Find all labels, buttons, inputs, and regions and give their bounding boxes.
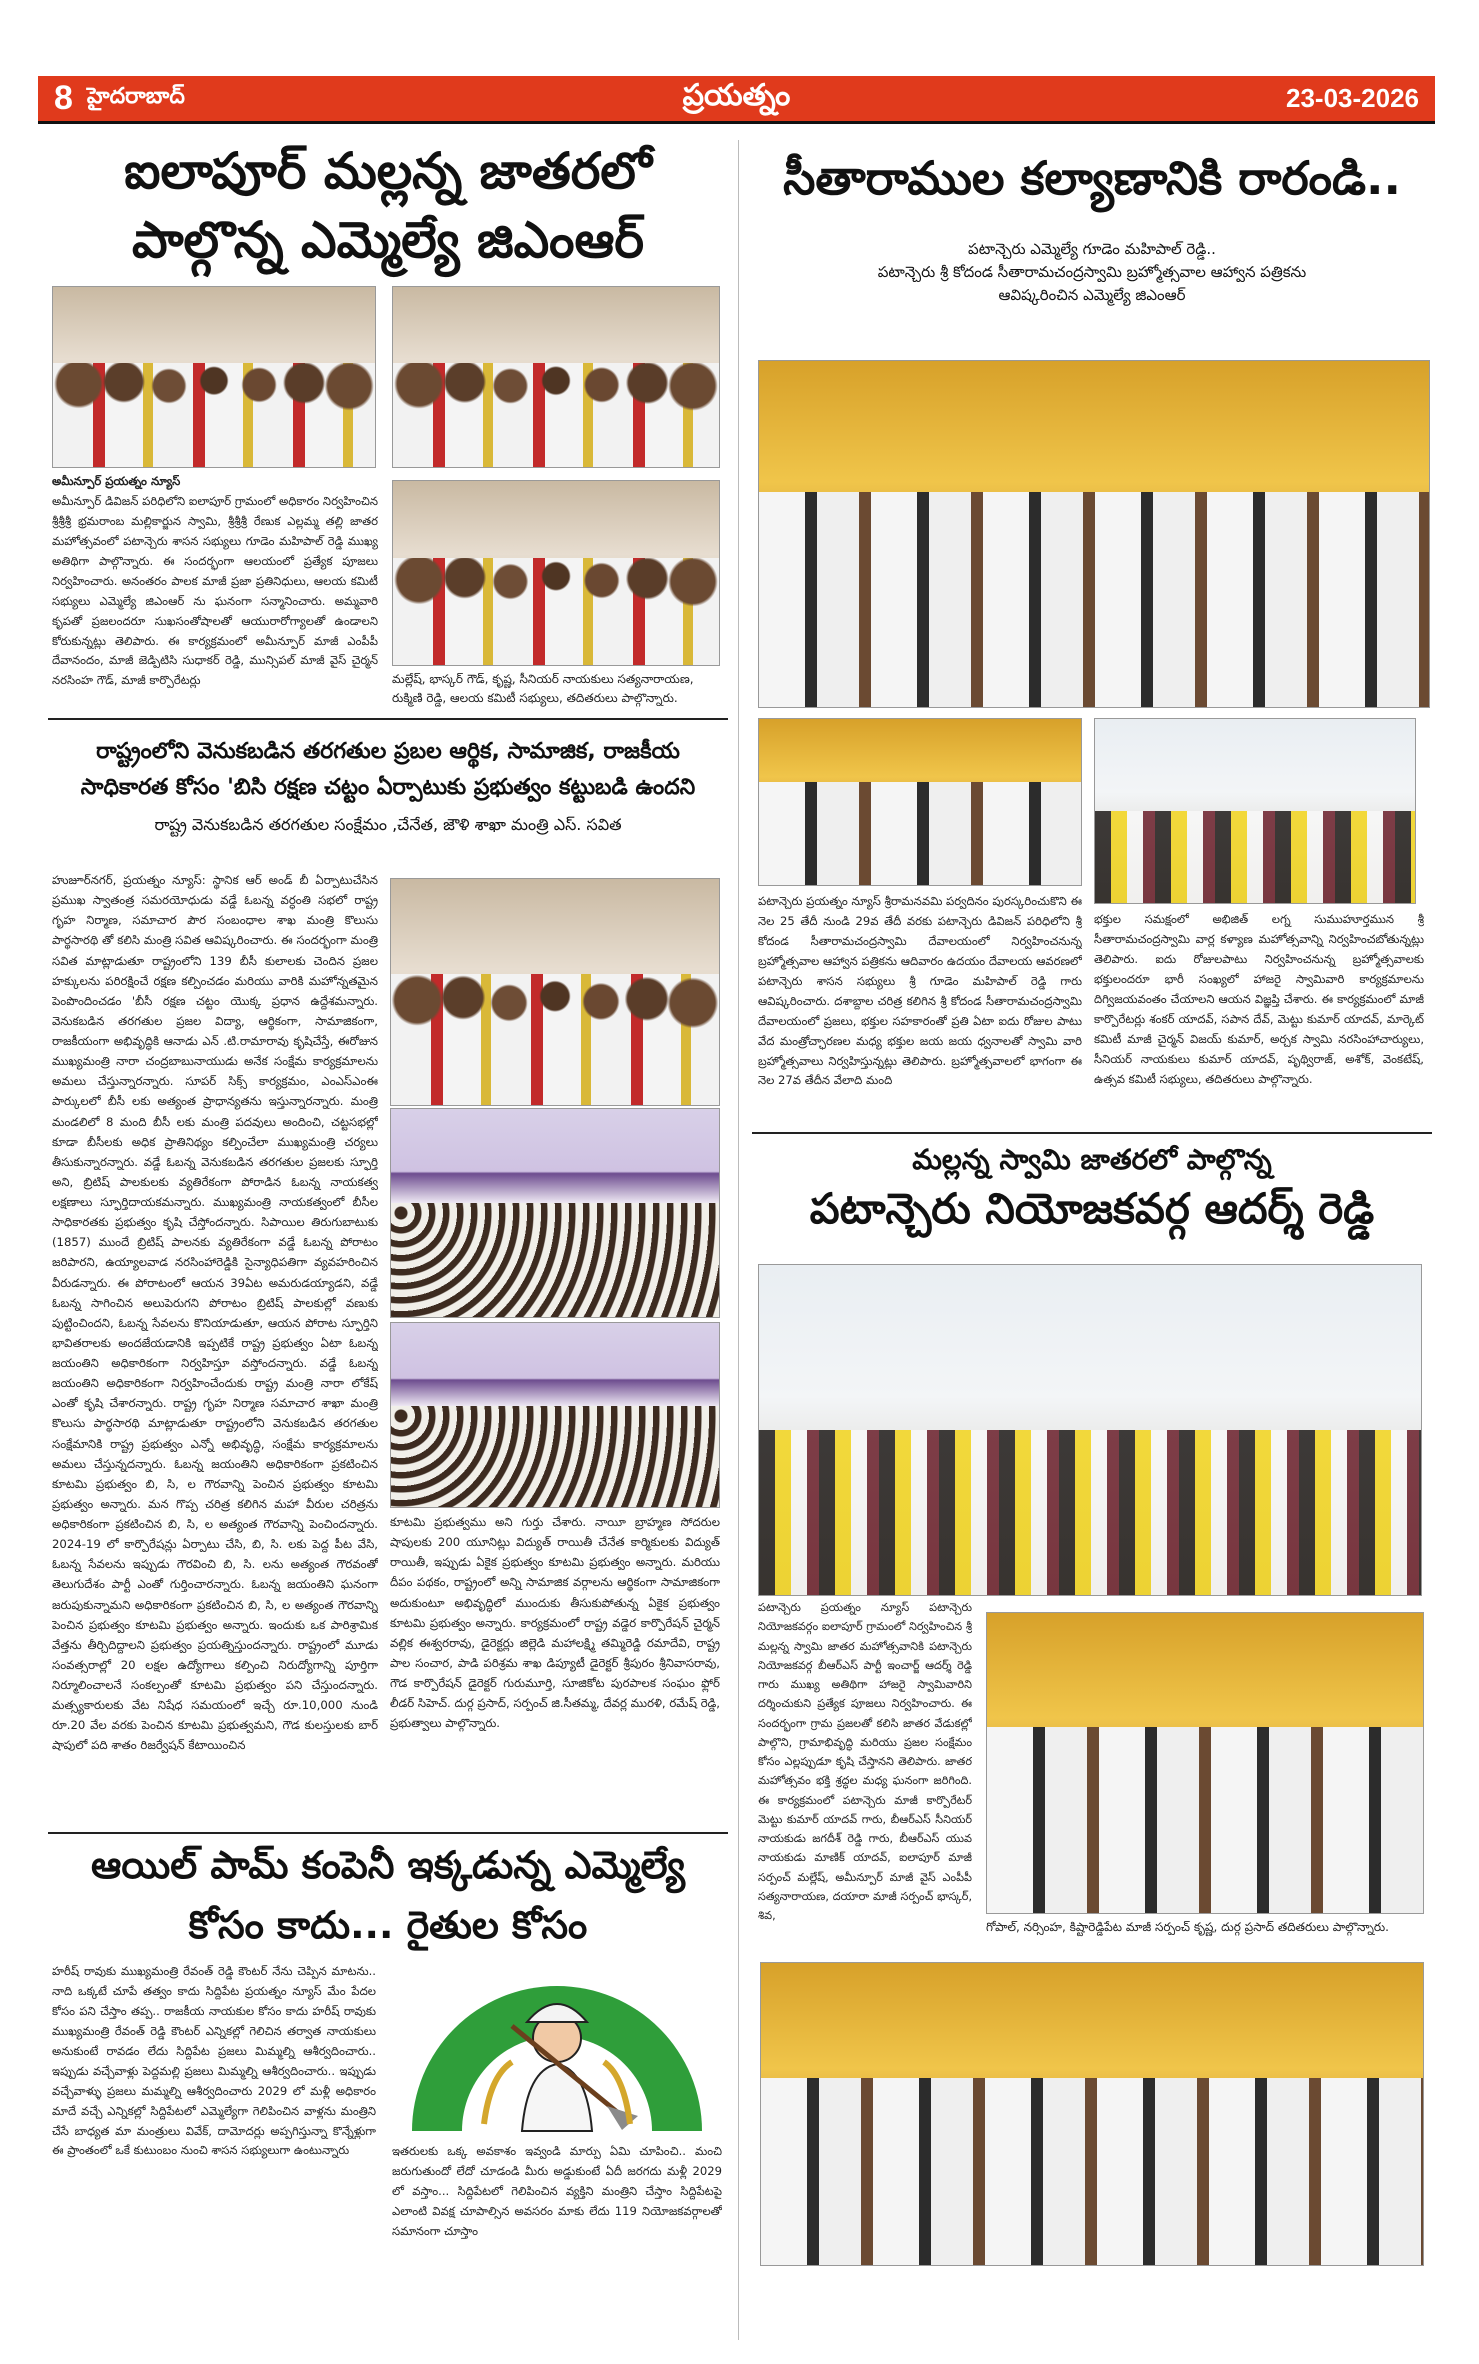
story3-body-left: హుజూర్‌నగర్, ప్రయత్నం న్యూస్: స్థానిక ఆర్ అండ్ బీ ఏర్పాటుచేసిన ప్రముఖ స్వాతంత్ర సమరయోధుడు వడ్డే ఓబన్న వర్ధంతి సభలో రాష్ట్ర గృహ నిర్మాణ, సమాచార పౌర సంబంధాల శాఖ మంత్రి కొలుసు పార్థసారథి తో కలిసి మంత్రి సవిత ఆవిష్కరించారు. ఈ సందర్భంగా మంత్రి సవిత మాట్లాడుతూ రాష్ట్రంలోని 139 బీసీ కులాలకు చెందిన ప్రజల హక్కులను పరిరక్షించే రక్షణ కల్పించడం మరియు వారికి మహోన్నతమైన పెంపొందించడం 'బీసీ రక్షణ చట్టం యొక్క ప్రధాన ఉద్దేశమన్నారు. వెనుకబడిన తరగతుల ప్రజల విద్యా, ఆర్థికంగా, సామాజికంగా, రాజకీయంగా అభివృద్ధికి ఆనాడు ఎన్ .టి.రామారావు కృషిచేస్తే, ఈరోజున ముఖ్యమంత్రి నారా చంద్రబాబునాయుడు అనేక సంక్షేమ కార్యక్రమాలను అమలు చేస్తున్నారన్నారు. సూపర్ సిక్స్ కార్యక్రమం, ఎంఎస్ఎంఈ పార్కులలో బీసీ లకు అత్యంత ప్రాధాన్యతను ఇస్తున్నారన్నారు. మంత్రి మండలిలో 8 మంది బీసీ లకు మంత్రి పదవులు అందించి, చట్టసభల్లో కూడా బీసీలకు అధిక ప్రాతినిథ్యం కల్పించేలా ముఖ్యమంత్రి చర్యలు తీసుకున్నారన్నారు. వడ్డే ఓబన్న వెనుకబడిన తరగతుల ప్రజలకు స్ఫూర్తి అని, బ్రిటిష్ పాలకులకు వ్యతిరేకంగా పోరాడిన ఓబన్న నాయకత్వ లక్షణాలు స్ఫూర్తిదాయకమన్నారు. ముఖ్యమంత్రి నాయకత్వంలో బీసీల సాధికారతకు ప్రభుత్వం కృషి చేస్తోందన్నారు. సిపాయిల తిరుగుబాటుకు (1857) ముందే బ్రిటిష్ పాలనకు వ్యతిరేకంగా వడ్డే ఓబన్న పోరాటం జరిపారని, ఉయ్యాలవాడ నరసింహారెడ్డికి సైన్యాధిపతిగా వ్యవహరించిన వీరుడన్నారు. ఈ పోరాటంలో ఆయన 39ఏట అమరుడయ్యాడని, వడ్డే ఓబన్న సాగించిన అలుపెరుగని పోరాటం బ్రిటిష్ పాలకుల్లో వణుకు పుట్టించిందని, ఓబన్న సేవలను కొనియాడుతూ, ఆయన పోరాట స్ఫూర్తిని భావితరాలకు అందజేయడానికి ఇప్పటికే రాష్ట్ర ప్రభుత్వం ఏటా ఓబన్న జయంతిని అధికారికంగా నిర్వహిస్తూ వస్తోందన్నారు. వడ్డే ఓబన్న జయంతిని అధికారికంగా నిర్వహించేందుకు రాష్ట్ర మంత్రి నారా లోకేష్ ఎంతో కృషి చేశారన్నారు. రాష్ట్ర గృహ నిర్మాణ సమాచార శాఖా మంత్రి కొలుసు పార్థసారథి మాట్లాడుతూ రాష్ట్రంలోని వెనుకబడిన తరగతుల సంక్షేమానికి రాష్ట్ర ప్రభుత్వం ఎన్నో అభివృద్ధి, సంక్షేమ కార్యక్రమాలను అమలు చేస్తున్నదన్నారు. ఓబన్న జయంతిని అధికారికంగా ప్రకటించిన కూటమి ప్రభుత్వం బి, సి, ల గౌరవాన్ని పెంచిన ప్రభుత్వం కూటమి ప్రభుత్వం అన్నారు. మన గొప్ప చరిత్ర కలిగిన మహా వీరుల చరిత్రను అధికారికంగా ప్రకటించిన బి, సి, ల అత్యంత గౌరవాన్ని పెంచిందన్నారు. 2024-19 లో కార్పొరేషన్లు ఏర్పాటు చేసి, బి, సి. లకు పెద్ద పీట వేసి, ఓబన్న సేవలను ఇప్పుడు గౌరవించి బి, సి. లను అత్యంత గౌరవంతో తెలుగుదేశం పార్టీ ఎంతో గుర్తించారన్నారు. ఓబన్న జయంతిని ఘనంగా జరుపుకున్నామని అధికారికంగా ప్రకటించిన బి, సి, ల అత్యంత గౌరవాన్ని పెంచిన ప్రభుత్వం కూటమి ప్రభుత్వం అన్నారు. ఇందుకు ఒక పారిశ్రామిక వేత్తను తీర్చిదిద్దాలని ప్రభుత్వం ప్రయత్నిస్తుందన్నారు. రాష్ట్రంలో మూడు సంవత్సరాల్లో 20 లక్షల ఉద్యోగాలు కల్పించి నిరుద్యోగాన్ని పూర్తిగా నిర్మూలించాలనే సంకల్పంతో కూటమి ప్రభుత్వం పని చేస్తుందన్నారు. మత్స్యకారులకు వేట నిషేధ సమయంలో ఇచ్చే రూ.10,000 నుండి రూ.20 వేల వరకు పెంచిన కూటమి ప్రభుత్వమని, గౌడ కులస్తులకు బార్ షాపులో పది శాతం రిజర్వేషన్ కేటాయించిన [52,873,378,1753]
divider [752,1132,1432,1134]
story2-sub-2: పటాన్చెరు శ్రీ కోదండ సీతారామచంద్రస్వామి బ్రహ్మోత్సవాల ఆహ్వాన పత్రికను [877,262,1307,281]
page-number: 8 [54,79,73,117]
story1-headline-2: పాల్గొన్న ఎమ్మెల్యే జిఎంఆర్ [131,210,645,269]
story4-headline-2: పటాన్చెరు నియోజకవర్గ ఆదర్శ్ రెడ్డి [809,1184,1375,1233]
story1-body [52,472,378,704]
story1-text: అమీన్పూర్ డివిజన్ పరిధిలోని ఐలాపూర్ గ్రామంలో అధికారం నిర్వహించిన శ్రీశ్రీశ్రీ భ్రమరాంబ మల్లికార్జున స్వామి, శ్రీశ్రీశ్రీ రేణుక ఎల్లమ్మ తల్లి జాతర మహోత్సవంలో పటాన్చెరు శాసన సభ్యులు గూడెం మహిపాల్ రెడ్డి ముఖ్య అతిథిగా పాల్గొన్నారు. ఈ సందర్భంగా ఆలయంలో ప్రత్యేక పూజలు నిర్వహించారు. అనంతరం పాలక మాజీ ప్రజా ప్రతినిధులు, ఆలయ కమిటీ సభ్యులు ఎమ్మెల్యే జిఎంఆర్ ను ఘనంగా సన్మానించారు. అమ్మవారి కృపతో ప్రజలందరూ సుఖసంతోషాలతో ఆయురారోగ్యాలతో ఉండాలని కోరుకున్నట్లు తెలిపారు. ఈ కార్యక్రమంలో అమీన్పూర్ మాజీ ఎంపీపీ దేవానందం, మాజీ జెడ్పిటిసి సుధాకర్ రెడ్డి, మున్సిపల్ మాజీ వైస్ చైర్మన్ నరసింహ గౌడ్, మాజీ కార్పొరేటర్లు [52,493,378,688]
story2-body-col1: పటాన్చెరు ప్రయత్నం న్యూస్ శ్రీరామనవమి పర్వదినం పురస్కరించుకొని ఈ నెల 25 తేదీ నుండి 29వ తేదీ వరకు పటాన్చెరు డివిజన్ పరిధిలోని శ్రీ కోదండ సీతారామచంద్రస్వామి దేవాలయంలో నిర్వహించనున్న బ్రహ్మోత్సవాల ఆహ్వాన పత్రికను ఆదివారం ఉదయం దేవాలయ ఆవరణలో పటాన్చెరు శాసన సభ్యులు శ్రీ గూడెం మహిపాల్ రెడ్డి గారు ఆవిష్కరించారు. దశాబ్దాల చరిత్ర కలిగిన శ్రీ కోదండ సీతారామచంద్రస్వామి దేవాలయంలో ప్రజలు, భక్తుల సహకారంతో ప్రతి ఏటా ఐదు రోజుల పాటు వేద మంత్రోచ్ఛారణల మధ్య భక్తుల జయ జయ ధ్వనాలతో స్వామి వారి బ్రహ్మోత్సవాలు నిర్వహిస్తున్నట్లు తెలిపారు. బ్రహ్మోత్సవాలలో భాగంగా ఈ నెల 27వ తేదీన వేలాది మంది [758,894,1082,1088]
story1-photo-2 [392,286,720,468]
story3-photo-3 [390,1322,720,1508]
story4-body: పటాన్చెరు ప్రయత్నం న్యూస్ పటాన్చెరు నియోజకవర్గం ఐలాపూర్ గ్రామంలో నిర్వహించిన శ్రీ మల్లన్న స్వామి జాతర మహోత్సవానికి పటాన్చెరు నియోజకవర్గ బీఆర్ఎస్ పార్టీ ఇంచార్జ్ ఆదర్శ్ రెడ్డి గారు ముఖ్య అతిథిగా హాజరై స్వామివారిని దర్శించుకుని ప్రత్యేక పూజలు నిర్వహించారు. ఈ సందర్భంగా గ్రామ ప్రజలతో కలిసి జాతర వేడుకల్లో పాల్గొని, గ్రామాభివృద్ధి మరియు ప్రజల సంక్షేమం కోసం ఎల్లప్పుడూ కృషి చేస్తానని తెలిపారు. జాతర మహోత్సవం భక్తి శ్రద్ధల మధ్య ఘనంగా జరిగింది. ఈ కార్యక్రమంలో పటాన్చెరు మాజీ కార్పొరేటర్ మెట్టు కుమార్ యాదవ్ గారు, బీఆర్ఎస్ సీనియర్ నాయకుడు జగదీశ్ రెడ్డి గారు, బీఆర్ఎస్ యువ నాయకుడు మాణిక్ యాదవ్, ఐలాపూర్ మాజీ సర్పంచ్ మల్లేష్, అమీన్పూర్ మాజీ వైస్ ఎంపీపీ సత్యనారాయణ, దయారా మాజీ సర్పంచ్ భాస్కర్, శివ, [758,1601,972,1923]
story-sitarama-kalyanam [752,150,1432,307]
farmer-logo-icon [392,1966,722,2136]
story2-headline: సీతారాముల కల్యాణానికి రారండి.. [783,151,1401,205]
story4-main-photo [758,1264,1422,1596]
story1-dateline: అమీన్పూర్ ప్రయత్నం న్యూస్ [52,474,181,488]
farmer-logo-image [392,1966,722,2136]
column-divider [738,140,739,2340]
page-header [38,76,1435,124]
story3-body-right: కూటమి ప్రభుత్వము అని గుర్తు చేశారు. నాయీ బ్రాహ్మణ సోదరుల షాపులకు 200 యూనిట్లు విద్యుత్ రాయితీ చేనేత కార్మికులకు విద్యుత్ రాయితీ, ఇప్పుడు ఏకైక ప్రభుత్వం కూటమి ప్రభుత్వం అన్నారు. మరియు దీపం పథకం, రాష్ట్రంలో అన్ని సామాజిక వర్గాలను ఆర్థికంగా సామాజికంగా అదుకుంటూ అభివృద్ధిలో ముందుకు తీసుకుపోతున్న ఏకైక ప్రభుత్వం కూటమి ప్రభుత్వం అన్నారు. కార్యక్రమంలో రాష్ట్ర వడ్డెర కార్పొరేషన్ చైర్మన్ వల్లిక ఈశ్వరరావు, డైరెక్టర్లు జిల్లెడి మహాలక్ష్మి తమ్మిరెడ్డి రమాదేవి, రాష్ట్ర పాల సంచార, పాడి పరిశ్రమ శాఖ డిప్యూటీ డైరెక్టర్ శ్రీపురం శ్రీనివాసరావు, గౌడ కార్పొరేషన్ డైరెక్టర్ గురుమూర్తి, సూజికోట పురపాలక సంఘం ఫ్లోర్ లీడర్ సిహెచ్. దుర్గ ప్రసాద్, సర్పంచ్ జి.సీతమ్మ, దేవర్ల మురళి, రమేష్ రెడ్డి, ప్రభుత్వాలు పాల్గొన్నారు. [390,1515,720,1731]
story2-sub-3: ఆవిష్కరించిన ఎమ్మెల్యే జిఎంఆర్ [998,286,1186,304]
story1-caption: మల్లేష్, భాస్కర్ గౌడ్, కృష్ణ, సీనియర్ నాయకులు సత్యనారాయణ, రుక్మిణి రెడ్డి, ఆలయ కమిటీ సభ్యులు, తదితరులు పాల్గొన్నారు. [392,672,694,706]
story3-photo-2 [390,1108,720,1318]
story3-headline-1: రాష్ట్రంలోని వెనుకబడిన తరగతుల ప్రబల ఆర్థిక, సామాజిక, రాజకీయ [96,739,680,764]
divider [48,718,728,720]
story5-headline-2: కోసం కాదు... రైతుల కోసం [188,1902,588,1947]
story-oil-palm [48,1842,728,1949]
section-city: హైదరాబాద్ [86,83,185,109]
story2-body-col2: భక్తుల సమక్షంలో అభిజిత్ లగ్న సుముహూర్తమున శ్రీ సీతారామచంద్రస్వామి వార్ల కళ్యాణ మహోత్సవాన్ని నిర్వహించబోతున్నట్లు తెలిపారు. ఐదు రోజులపాటు నిర్వహించనున్న బ్రహ్మోత్సవాలకు భక్తులందరూ భారీ సంఖ్యలో హాజరై స్వామివారి కార్యక్రమాలను దిగ్విజయవంతం చేయాలని ఆయన విజ్ఞప్తి చేశారు. ఈ కార్యక్రమంలో మాజీ కార్పొరేటర్లు శంకర్ యాదవ్, సపాన దేవ్, మెట్టు కుమార్ యాదవ్, మార్కెట్ కమిటీ మాజీ చైర్మన్ విజయ్ కుమార్, అర్చక స్వామి నరసింహాచార్యులు, సీనియర్ నాయకులు కుమార్ యాదవ్, పృథ్విరాజ్, అశోక్, వెంకటేష్, ఉత్సవ కమిటీ సభ్యులు, తదితరులు పాల్గొన్నారు. [1094,912,1424,1086]
story4-headline-1: మల్లన్న స్వామి జాతరలో పాల్గొన్న [912,1143,1272,1176]
story2-main-photo [758,360,1430,708]
issue-date: 23-03-2026 [1286,83,1419,113]
story5-body: హరీష్ రావుకు ముఖ్యమంత్రి రేవంత్ రెడ్డి కౌంటర్ నేను చెప్పిన మాటను.. నాది ఒక్కటే చూపే తత్వం కాదు సిద్దిపేట ప్రయత్నం న్యూస్ మేం పేదల కోసం పని చేస్తాం తప్ప.. రాజకీయ నాయకుల కోసం కాదు హరీష్ రావుకు ముఖ్యమంత్రి రేవంత్ రెడ్డి కౌంటర్ ఎన్నికల్లో గెలిచిన తర్వాత నాయకులు అనుకుంటే రావడం లేదు సిద్దిపేట ప్రజలు మిమ్మల్ని ఆశీర్వదించారు.. ఇప్పుడు వచ్చేవాళ్లు పెద్దమల్లి ప్రజలు మిమ్మల్ని ఆశీర్వదించారు.. ఇప్పుడు వచ్చేవాళ్ళు ప్రజలు మమ్మల్ని ఆశీర్వదించారు 2029 లో మళ్లీ అధికారం మాదే వచ్చే ఎన్నికల్లో సిద్దిపేటలో ఎమ్మెల్యేగా గెలిపించిన వాళ్లను మంత్రిని చేసే బాధ్యత మా మంత్రులు వివేక్, దామోదర్లు అప్పగిస్తున్నా కొన్నేళ్లుగా ఈ ప్రాంతంలో ఒకే కుటుంబం నుంచి శాసన సభ్యులుగా ఉంటున్నారు [52,1964,376,2158]
story4-caption: గోపాల్, నర్సింహ, కిష్టారెడ్డిపేట మాజీ సర్పంచ్ కృష్ణ, దుర్గ ప్రసాద్ తదితరులు పాల్గొన్నారు. [986,1920,1389,1934]
story3-headline-2: సాధికారత కోసం 'బిసి రక్షణ చట్టం ఏర్పాటుకు ప్రభుత్వం కట్టుబడి ఉందని [80,774,696,800]
story-adarsh-reddy [752,1142,1432,1236]
story-ilapur-jatara [48,140,728,271]
divider [48,1832,728,1834]
story5-side-text: ఇతరులకు ఒక్క అవకాశం ఇవ్వండి మార్పు ఏమి చూపించి.. మంచి జరుగుతుందో లేదో చూడండి మీరు అడ్డుకుంటే ఏదీ జరగదు మళ్లీ 2029 లో వస్తాం... సిద్దిపేటలో గెలిపించిన వ్యక్తిని మంత్రిని చేస్తాం సిద్దిపేటపై ఎలాంటి వివక్ష చూపాల్సిన అవసరం మాకు లేదు 119 నియోజకవర్గాలతో సమానంగా చూస్తాం [392,2144,722,2238]
story5-headline-1: ఆయిల్ పామ్ కంపెనీ ఇక్కడున్న ఎమ్మెల్యే [91,1843,685,1887]
story1-headline-1: ఐలాపూర్ మల్లన్న జాతరలో [124,142,652,200]
story4-photo-2 [986,1612,1424,1914]
story2-photo-3 [1094,718,1416,904]
story2-photo-2 [758,718,1082,886]
newspaper-name: ప్రయత్నం [682,77,791,113]
story3-photo-1 [390,878,720,1106]
story-bc-protection [48,738,728,838]
story1-photo-3 [392,480,720,666]
story1-photo-1 [52,286,376,468]
story3-subhead: రాష్ట్ర వెనుకబడిన తరగతుల సంక్షేమం ,చేనేత, జౌళి శాఖా మంత్రి ఎస్. సవిత [154,815,622,834]
story4-photo-3 [760,1962,1424,2266]
story2-sub-1: పటాన్చెరు ఎమ్మెల్యే గూడెం మహిపాల్ రెడ్డి.. [968,239,1216,258]
